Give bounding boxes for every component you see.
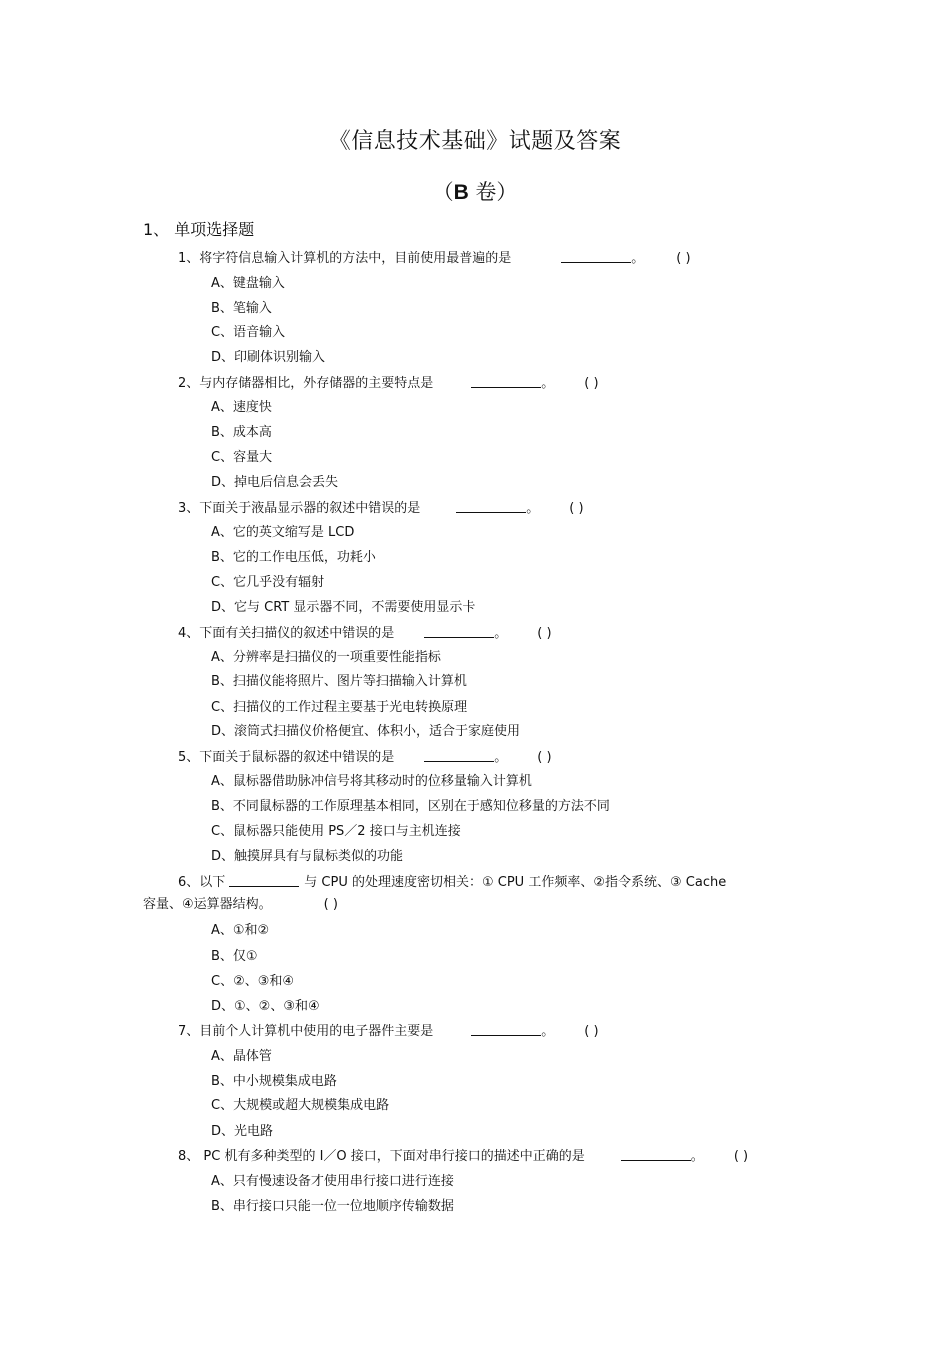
question-stem: 4、下面有关扫描仪的叙述中错误的是 — [178, 626, 395, 641]
question-stem: 8、 PC 机有多种类型的 I／O 接口，下面对串行接口的描述中正确的是 — [178, 1149, 585, 1164]
option-1c: C、语音输入 — [211, 325, 286, 340]
answer-parentheses: ( ) — [537, 750, 552, 765]
option-1b: B、笔输入 — [211, 301, 272, 316]
question-end-mark: 。 — [494, 750, 508, 765]
option-6b: B、仅① — [211, 949, 258, 964]
answer-blank — [456, 500, 526, 513]
answer-parentheses: ( ) — [584, 1024, 599, 1039]
question-stem: 1、将字符信息输入计算机的方法中，目前使用最普遍的是 — [178, 251, 512, 266]
question-end-mark: 。 — [541, 1024, 555, 1039]
question-2 — [178, 372, 599, 391]
answer-parentheses: ( ) — [569, 501, 584, 516]
option-6a: A、①和② — [211, 923, 270, 938]
question-stem: 3、下面关于液晶显示器的叙述中错误的是 — [178, 501, 421, 516]
option-5b: B、不同鼠标器的工作原理基本相同，区别在于感知位移量的方法不同 — [211, 799, 610, 814]
option-1d: D、印刷体识别输入 — [211, 350, 326, 365]
answer-blank — [471, 1023, 541, 1036]
option-6d: D、①、②、③和④ — [211, 999, 320, 1014]
question-end-mark: 。 — [494, 626, 508, 641]
subtitle-volume-suffix: 卷） — [468, 180, 518, 204]
question-stem: 7、目前个人计算机中使用的电子器件主要是 — [178, 1024, 434, 1039]
option-7b: B、中小规模集成电路 — [211, 1074, 337, 1089]
option-6c: C、②、③和④ — [211, 974, 295, 989]
option-2c: C、容量大 — [211, 450, 273, 465]
subtitle-open-paren: （ — [432, 180, 454, 204]
question-1 — [178, 247, 691, 266]
question-4 — [178, 622, 552, 641]
option-1a: A、键盘输入 — [211, 276, 285, 291]
answer-blank — [424, 749, 494, 762]
question-stem-rest: 与 CPU 的处理速度密切相关：① CPU 工作频率、②指令系统、③ Cache — [304, 875, 727, 890]
answer-parentheses: ( ) — [676, 251, 691, 266]
question-end-mark: 。 — [690, 1149, 704, 1164]
document-title: 《信息技术基础》试题及答案 — [328, 129, 622, 154]
option-2a: A、速度快 — [211, 400, 272, 415]
option-4b: B、扫描仪能将照片、图片等扫描输入计算机 — [211, 674, 467, 689]
question-6-line-2 — [143, 893, 338, 912]
option-2b: B、成本高 — [211, 425, 272, 440]
question-7 — [178, 1020, 599, 1039]
question-end-mark: 。 — [631, 251, 645, 266]
option-3d: D、它与 CRT 显示器不同，不需要使用显示卡 — [211, 600, 476, 615]
section-heading: 1、 单项选择题 — [143, 220, 255, 239]
question-6 — [178, 871, 726, 890]
question-stem: 2、与内存储器相比，外存储器的主要特点是 — [178, 376, 434, 391]
question-end-mark: 。 — [541, 376, 555, 391]
question-3 — [178, 497, 584, 516]
option-8a: A、只有慢速设备才使用串行接口进行连接 — [211, 1174, 454, 1189]
option-7d: D、光电路 — [211, 1124, 274, 1139]
question-stem-start: 6、以下 — [178, 875, 226, 890]
answer-blank — [229, 874, 299, 887]
question-stem: 5、下面关于鼠标器的叙述中错误的是 — [178, 750, 395, 765]
option-3c: C、它几乎没有辐射 — [211, 575, 325, 590]
option-7a: A、晶体管 — [211, 1049, 272, 1064]
option-4d: D、滚筒式扫描仪价格便宜、体积小，适合于家庭使用 — [211, 724, 521, 739]
option-2d: D、掉电后信息会丢失 — [211, 475, 339, 490]
answer-parentheses: ( ) — [584, 376, 599, 391]
answer-parentheses: ( ) — [733, 1149, 749, 1164]
option-5c: C、鼠标器只能使用 PS／2 接口与主机连接 — [211, 824, 461, 839]
option-7c: C、大规模或超大规模集成电路 — [211, 1098, 390, 1113]
answer-blank — [471, 375, 541, 388]
answer-blank — [621, 1148, 691, 1161]
option-5d: D、触摸屏具有与鼠标类似的功能 — [211, 849, 404, 864]
document-subtitle — [0, 176, 950, 206]
option-4a: A、分辨率是扫描仪的一项重要性能指标 — [211, 650, 441, 665]
answer-parentheses: ( ) — [537, 626, 552, 641]
option-4c: C、扫描仪的工作过程主要基于光电转换原理 — [211, 700, 468, 715]
answer-blank — [424, 625, 494, 638]
question-end-mark: 。 — [526, 501, 540, 516]
option-5a: A、鼠标器借助脉冲信号将其移动时的位移量输入计算机 — [211, 774, 532, 789]
subtitle-volume-letter: B — [453, 181, 469, 204]
answer-blank — [561, 250, 631, 263]
option-3a: A、它的英文缩写是 LCD — [211, 525, 355, 540]
question-8 — [178, 1145, 748, 1164]
option-3b: B、它的工作电压低，功耗小 — [211, 550, 376, 565]
question-5 — [178, 746, 552, 765]
answer-parentheses: ( ) — [323, 897, 338, 912]
option-8b: B、串行接口只能一位一位地顺序传输数据 — [211, 1199, 454, 1214]
question-stem-line-2: 容量、④运算器结构。 — [143, 897, 272, 912]
